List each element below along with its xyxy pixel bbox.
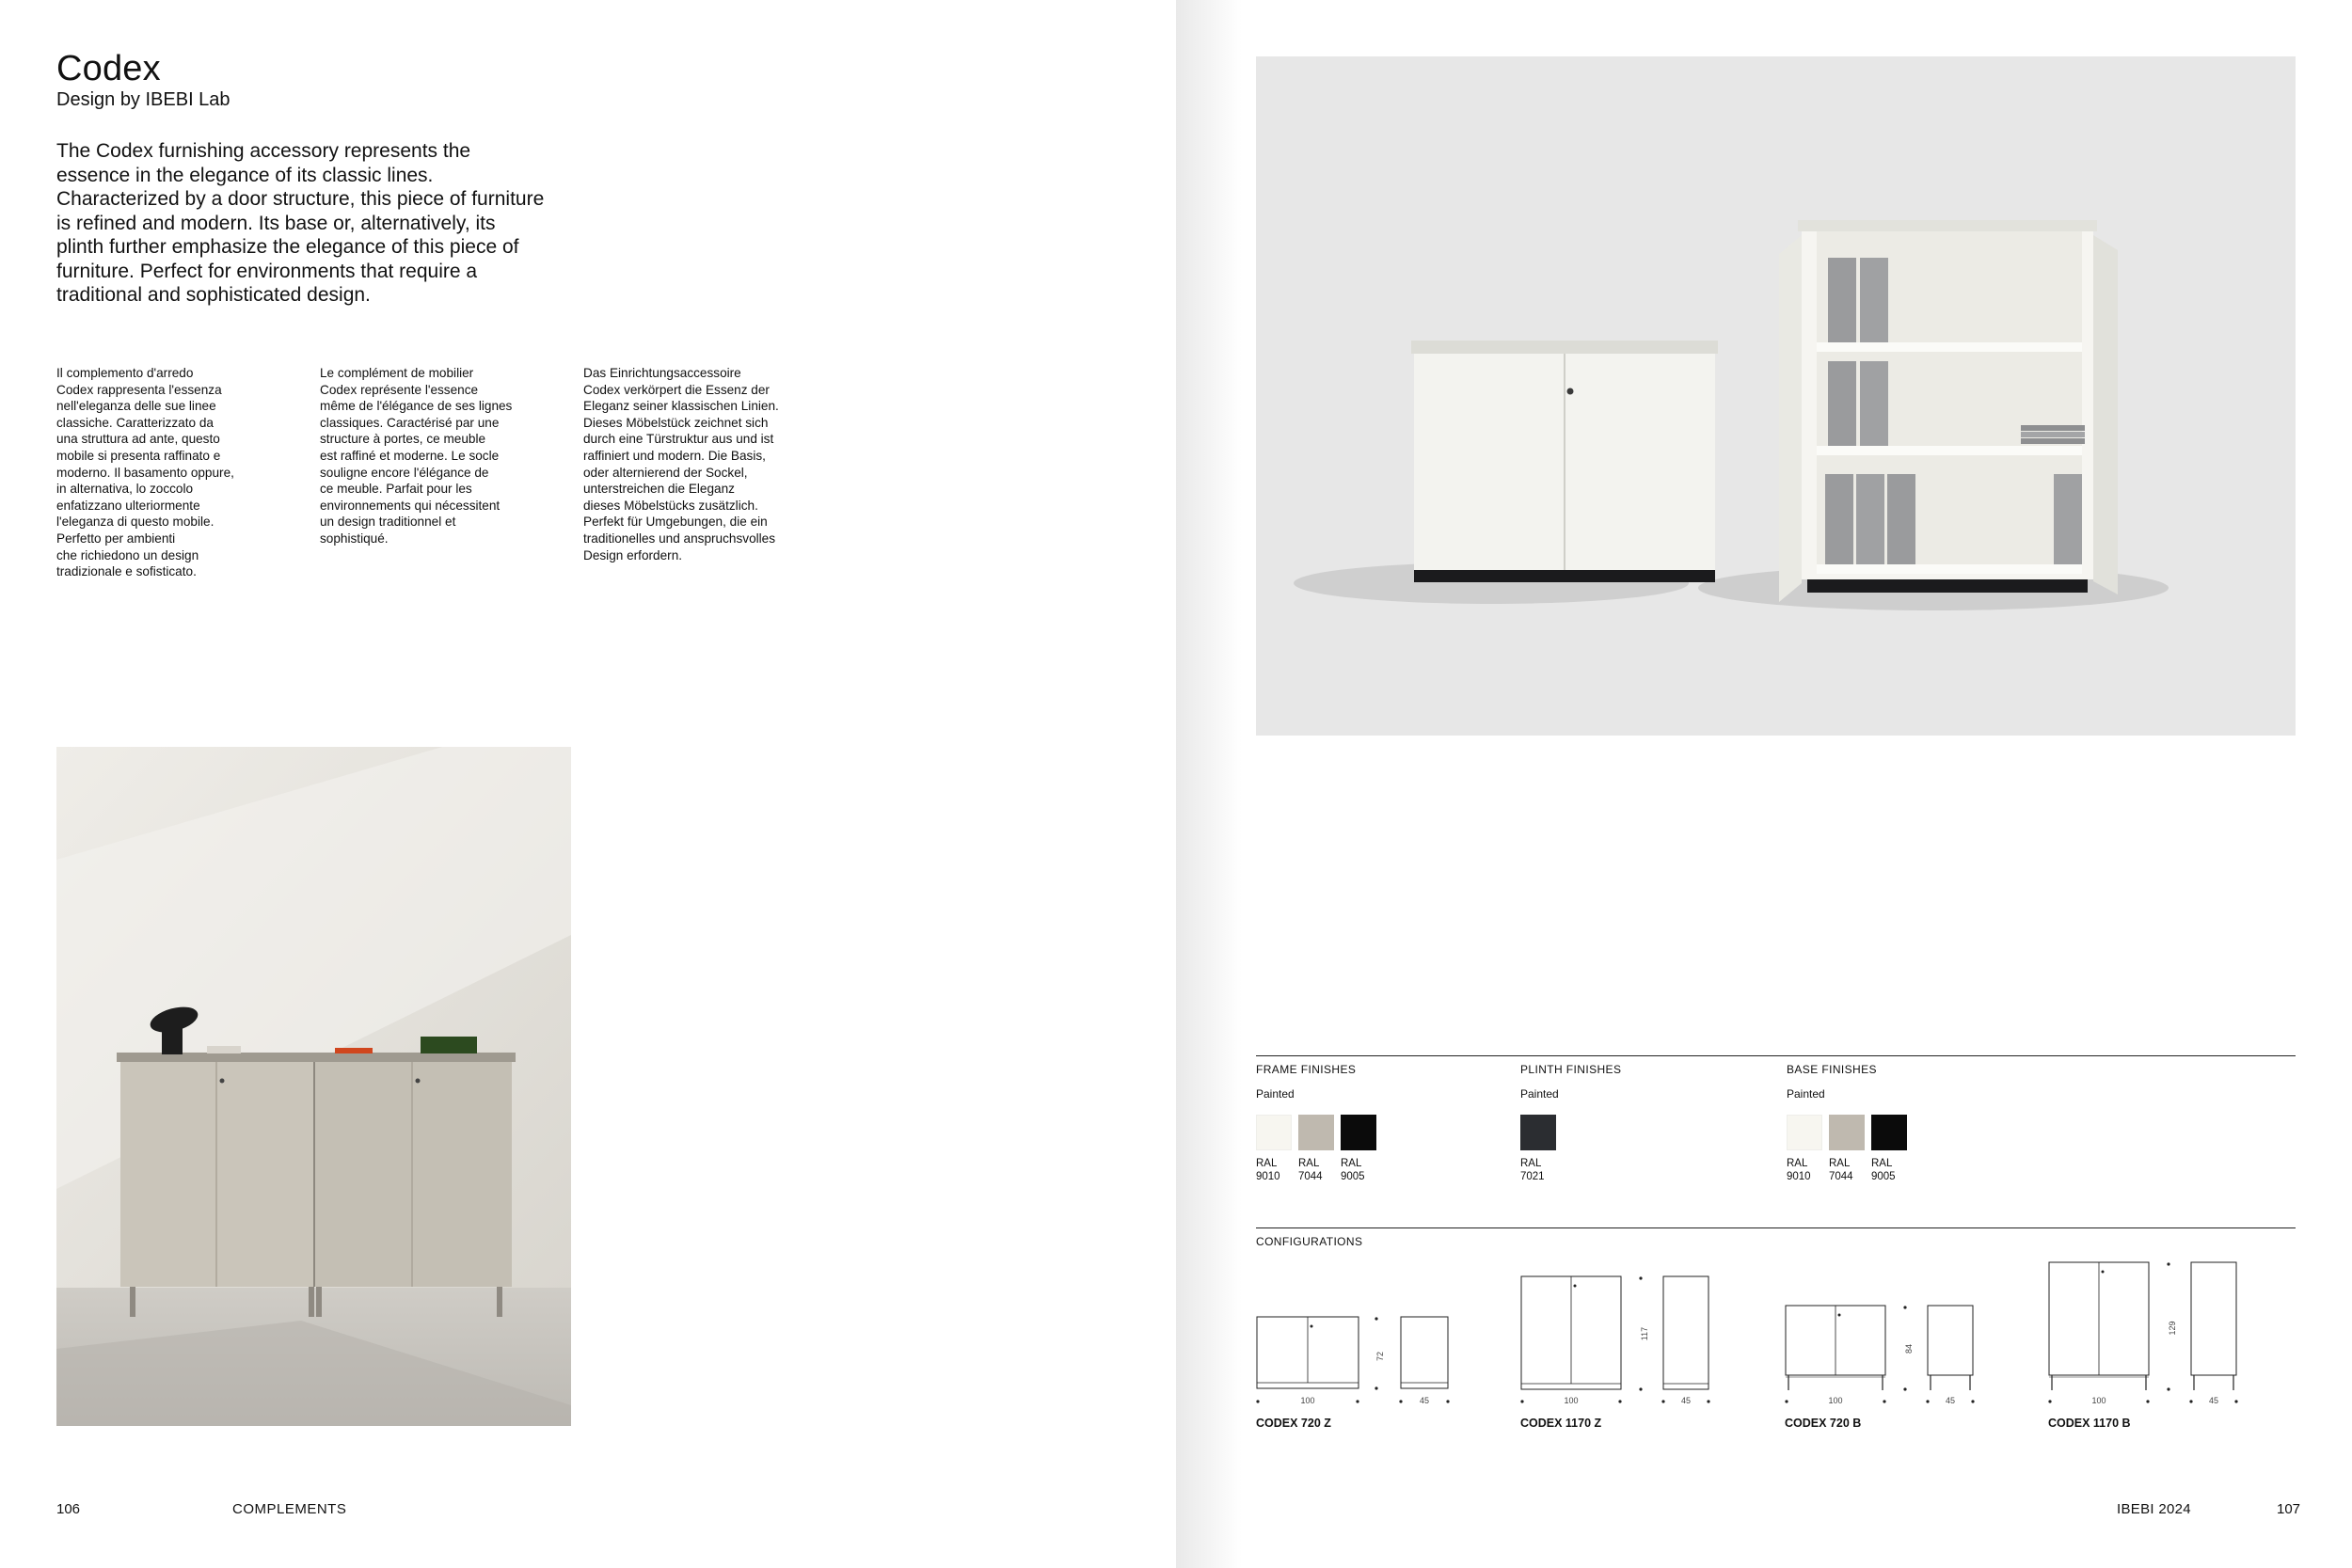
- base-finishes-heading: BASE FINISHES: [1787, 1063, 1877, 1076]
- swatch-label: RAL 9010: [1787, 1158, 1811, 1182]
- height-dimension: 129: [2168, 1321, 2177, 1336]
- frame-finishes-heading: FRAME FINISHES: [1256, 1063, 1357, 1076]
- swatch-label: RAL 9005: [1871, 1158, 1896, 1182]
- config-name: CODEX 1170 Z: [1520, 1417, 1602, 1430]
- interior-photo: [56, 747, 571, 1426]
- page-gutter: [1176, 0, 1242, 1568]
- config-name: CODEX 1170 B: [2048, 1417, 2131, 1430]
- frame-finishes-type: Painted: [1256, 1087, 1295, 1101]
- config-drawing: [1256, 1251, 1463, 1416]
- german-description: Das Einrichtungsaccessoire Codex verkörpert die Essenz der Eleganz seiner klassischen Linien. Dieses Möbelstück zeichnet sich durch eine Türstruktur aus und ist raffiniert und modern. Die Basis, oder alternierend der Sockel, unterstreichen die Eleganz dieses Möbelstücks zusätzlich. Perfekt für Umgebungen, die ein traditionelles und anspruchsvolles Design erfordern.: [583, 366, 779, 562]
- swatch-label: RAL 9010: [1256, 1158, 1280, 1182]
- product-photo: [1256, 56, 2296, 736]
- height-dimension: 72: [1375, 1351, 1385, 1362]
- config-name: CODEX 720 B: [1785, 1417, 1862, 1430]
- depth-dimension: 45: [2208, 1396, 2219, 1405]
- config-codex-1170-b: [2048, 1251, 2255, 1430]
- width-dimension: 100: [2091, 1396, 2106, 1405]
- swatch-ral-9010: [1787, 1115, 1822, 1150]
- page-number-left: 106: [56, 1501, 81, 1517]
- english-description: The Codex furnishing accessory represents the essence in the elegance of its classic lines. Characterized by a door structure, this piece of furniture is refined and modern. Its base or, alternatively, its plinth further emphasize the elegance of this piece of furniture. Perfect for environments that require a traditional and sophisticated design.: [56, 140, 545, 306]
- brand-year: IBEBI 2024: [2117, 1501, 2191, 1517]
- swatch-label: RAL 7044: [1298, 1158, 1323, 1182]
- base-finishes-type: Painted: [1787, 1087, 1825, 1101]
- depth-dimension: 45: [1419, 1396, 1430, 1405]
- swatch-label: RAL 7021: [1520, 1158, 1545, 1182]
- italian-description: Il complemento d'arredo Codex rappresenta l'essenza nell'eleganza delle sue linee classiche. Caratterizzato da una struttura ad ante, questo mobile si presenta raffinato e moderno. Il basamento oppure, in alternativa, lo zoccolo enfatizzano ulteriormente l'eleganza di questo mobile. Perfetto per ambienti che richiedono un design tradizionale e sofisticato.: [56, 366, 234, 579]
- swatch-label: RAL 9005: [1341, 1158, 1365, 1182]
- config-codex-720-b: [1785, 1251, 1992, 1430]
- config-drawing: [1520, 1251, 1727, 1416]
- swatch-ral-7021: [1520, 1115, 1556, 1150]
- swatch-ral-9010: [1256, 1115, 1292, 1150]
- config-drawing: [1785, 1251, 1992, 1416]
- swatch-ral-7044: [1298, 1115, 1334, 1150]
- swatch-label: RAL 7044: [1829, 1158, 1853, 1182]
- swatch-ral-7044: [1829, 1115, 1865, 1150]
- height-dimension: 117: [1640, 1326, 1649, 1341]
- product-designer: Design by IBEBI Lab: [56, 89, 230, 110]
- product-title: Codex: [56, 49, 161, 88]
- swatch-ral-9005: [1341, 1115, 1376, 1150]
- plinth-finishes-heading: PLINTH FINISHES: [1520, 1063, 1622, 1076]
- depth-dimension: 45: [1680, 1396, 1692, 1405]
- section-name: COMPLEMENTS: [232, 1501, 347, 1517]
- width-dimension: 100: [1828, 1396, 1843, 1405]
- config-drawing: [2048, 1251, 2255, 1416]
- swatch-ral-9005: [1871, 1115, 1907, 1150]
- right-page: [1176, 0, 2352, 1568]
- page-number-right: 107: [2277, 1501, 2301, 1517]
- configurations-heading: CONFIGURATIONS: [1256, 1235, 1363, 1248]
- french-description: Le complément de mobilier Codex représente l'essence même de l'élégance de ses lignes classiques. Caractérisé par une structure à portes, ce meuble est raffiné et moderne. Le socle souligne encore l'élégance de ce meuble. Parfait pour les environnements qui nécessitent un design traditionnel et sophistiqué.: [320, 366, 513, 546]
- configurations-divider: [1256, 1227, 2296, 1228]
- config-name: CODEX 720 Z: [1256, 1417, 1331, 1430]
- finishes-divider: [1256, 1055, 2296, 1056]
- width-dimension: 100: [1564, 1396, 1579, 1405]
- depth-dimension: 45: [1945, 1396, 1956, 1405]
- config-codex-1170-z: [1520, 1251, 1727, 1430]
- height-dimension: 84: [1904, 1343, 1914, 1354]
- width-dimension: 100: [1300, 1396, 1315, 1405]
- config-codex-720-z: [1256, 1251, 1463, 1430]
- plinth-finishes-type: Painted: [1520, 1087, 1559, 1101]
